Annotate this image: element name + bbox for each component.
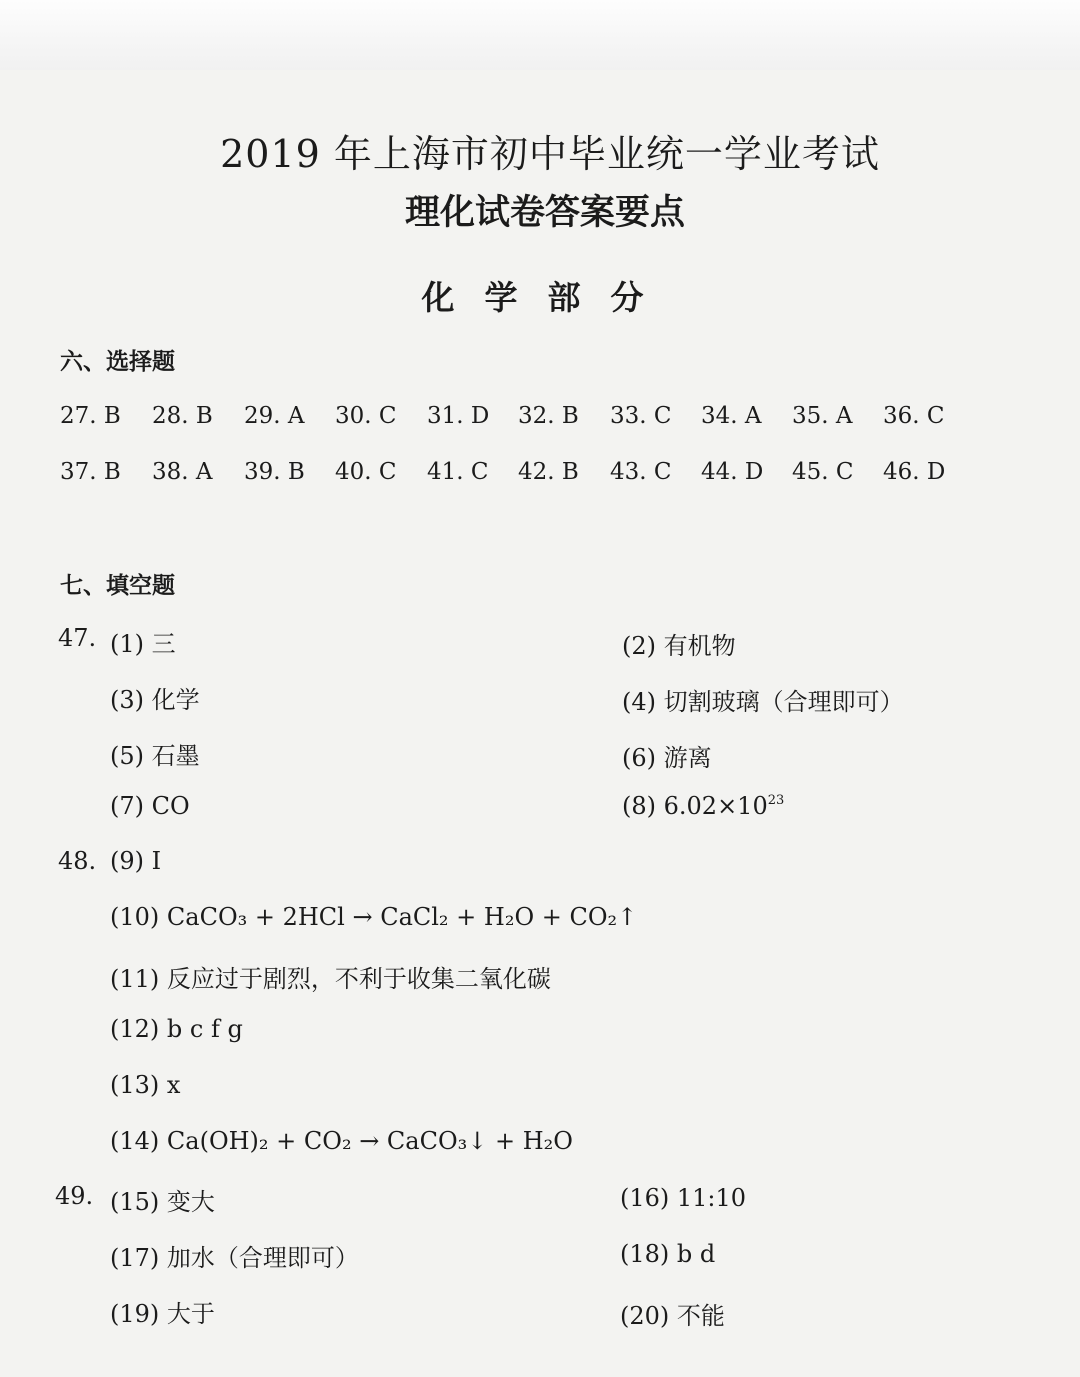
answer-6: (6) 游离 <box>622 744 712 772</box>
exam-title: 2019 年上海市初中毕业统一学业考试 <box>220 132 880 176</box>
mc-answer: 43. C <box>610 459 672 485</box>
mc-answer: 29. A <box>244 403 305 429</box>
top-margin-band <box>0 0 1080 70</box>
answer-4: (4) 切割玻璃（合理即可） <box>622 688 904 716</box>
answer-20: (20) 不能 <box>620 1302 725 1330</box>
mc-answer: 45. C <box>792 459 854 485</box>
answer-12: (12) b c f g <box>110 1015 243 1043</box>
mc-answer: 31. D <box>427 403 490 429</box>
answer-14-label: (14) <box>110 1127 160 1155</box>
answer-11: (11) 反应过于剧烈，不利于收集二氧化碳 <box>110 965 551 993</box>
answer-17: (17) 加水（合理即可） <box>110 1244 359 1272</box>
answer-8-base: (8) 6.02×10 <box>622 792 768 820</box>
question-number-47: 47. <box>58 624 97 652</box>
answer-3: (3) 化学 <box>110 686 200 714</box>
section-multiple-choice-heading: 六、选择题 <box>60 349 175 375</box>
answer-1: (1) 三 <box>110 630 176 658</box>
mc-answer: 35. A <box>792 403 853 429</box>
mc-answer: 28. B <box>152 403 213 429</box>
answer-16: (16) 11:10 <box>620 1184 747 1212</box>
answer-14-equation: Ca(OH)₂ + CO₂ → CaCO₃↓ + H₂O <box>166 1127 573 1155</box>
mc-answer: 27. B <box>60 403 121 429</box>
mc-answer: 36. C <box>883 403 945 429</box>
answer-10 <box>110 903 637 931</box>
answer-7: (7) CO <box>110 792 190 820</box>
mc-answer: 37. B <box>60 459 121 485</box>
mc-answer: 32. B <box>518 403 579 429</box>
mc-answer: 38. A <box>152 459 213 485</box>
answer-18: (18) b d <box>620 1240 716 1268</box>
paper-sheet <box>0 70 1080 1377</box>
mc-answer: 41. C <box>427 459 489 485</box>
mc-answer: 33. C <box>610 403 672 429</box>
answer-15: (15) 变大 <box>110 1188 215 1216</box>
answer-19: (19) 大于 <box>110 1300 215 1328</box>
answer-10-label: (10) <box>110 903 160 931</box>
mc-answer: 34. A <box>701 403 762 429</box>
answer-5: (5) 石墨 <box>110 742 200 770</box>
question-number-49: 49. <box>55 1182 94 1210</box>
question-number-48: 48. <box>58 847 97 875</box>
answer-9: (9) I <box>110 847 162 875</box>
mc-answer: 46. D <box>883 459 946 485</box>
answer-13: (13) x <box>110 1071 181 1099</box>
mc-answer: 44. D <box>701 459 764 485</box>
answer-2: (2) 有机物 <box>622 632 736 660</box>
mc-answer: 30. C <box>335 403 397 429</box>
answer-key-title: 理化试卷答案要点 <box>404 193 685 233</box>
answer-14 <box>110 1127 573 1155</box>
answer-8-exponent: 23 <box>767 793 785 808</box>
mc-answer: 39. B <box>244 459 305 485</box>
mc-answer: 40. C <box>335 459 397 485</box>
chemistry-part-title: 化学部分 <box>421 278 674 317</box>
section-fill-blank-heading: 七、填空题 <box>60 573 175 599</box>
answer-8 <box>622 792 784 820</box>
answer-10-equation: CaCO₃ + 2HCl → CaCl₂ + H₂O + CO₂↑ <box>166 903 638 931</box>
mc-answer: 42. B <box>518 459 579 485</box>
